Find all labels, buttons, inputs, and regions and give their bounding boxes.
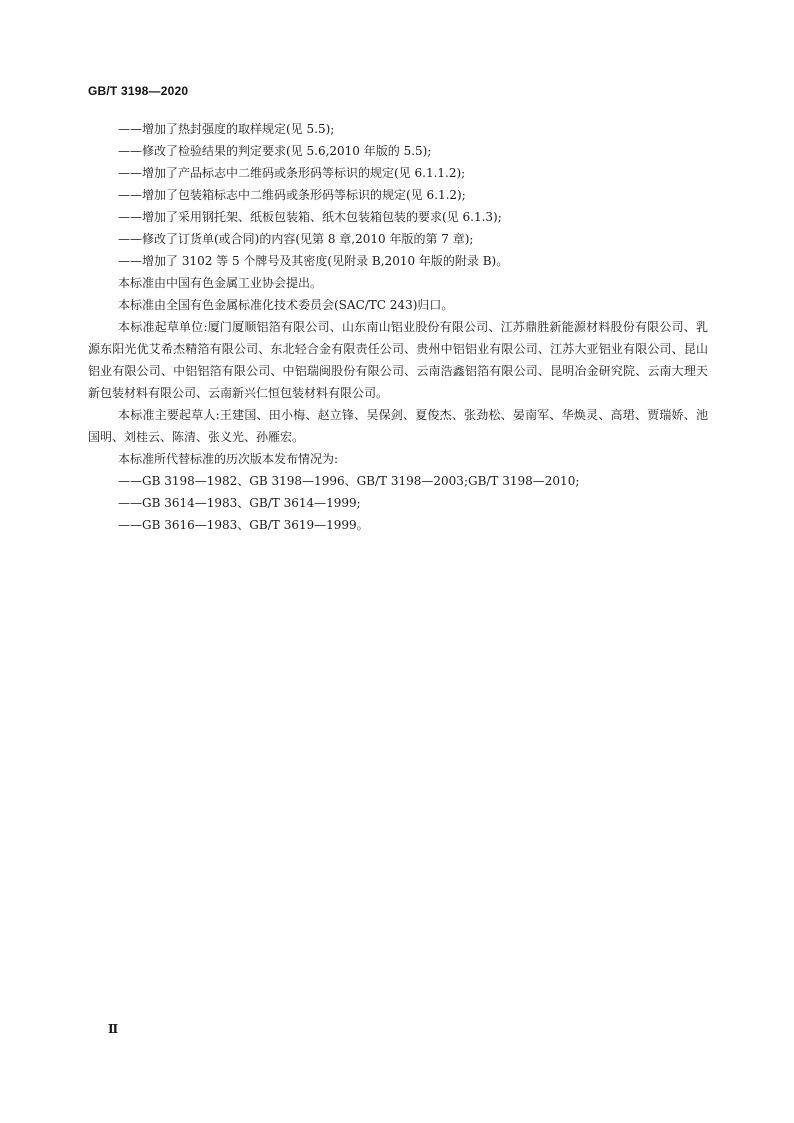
history-item: ——GB 3198—1982、GB 3198—1996、GB/T 3198—2003;GB/T 3198—2010; (118, 474, 580, 488)
document-body (88, 118, 708, 536)
standard-code-header: GB/T 3198—2020 (88, 84, 189, 98)
change-item: ——修改了订货单(或合同)的内容(见第 8 章,2010 年版的第 7 章); (118, 232, 474, 246)
page-number: Ⅱ (108, 1022, 119, 1036)
change-item: ——修改了检验结果的判定要求(见 5.6,2010 年版的 5.5); (118, 144, 432, 158)
history-item: ——GB 3614—1983、GB/T 3614—1999; (118, 496, 361, 510)
change-item: ——增加了热封强度的取样规定(见 5.5); (118, 122, 335, 136)
history-item: ——GB 3616—1983、GB/T 3619—1999。 (118, 518, 369, 532)
proposed-by-paragraph: 本标准由中国有色金属工业协会提出。 (118, 276, 323, 290)
drafting-units-paragraph: 本标准起草单位:厦门厦顺铝箔有限公司、山东南山铝业股份有限公司、江苏鼎胜新能源材料股份有限公司、乳源东阳光优艾希杰精箔有限公司、东北轻合金有限责任公司、贵州中铝铝业有限公司、江苏大亚铝业有限公司、昆山铝业有限公司、中铝铝箔有限公司、中铝瑞闽股份有限公司、云南浩鑫铝箔有限公司、昆明冶金研究院、云南大理天新包装材料有限公司、云南新兴仁恒包装材料有限公司。 (88, 320, 708, 400)
administered-by-paragraph: 本标准由全国有色金属标准化技术委员会(SAC/TC 243)归口。 (118, 298, 454, 312)
change-item: ——增加了 3102 等 5 个牌号及其密度(见附录 B,2010 年版的附录 B)。 (118, 254, 509, 268)
change-item: ——增加了产品标志中二维码或条形码等标识的规定(见 6.1.1.2); (118, 166, 466, 180)
history-intro-paragraph: 本标准所代替标准的历次版本发布情况为: (118, 452, 339, 466)
change-item: ——增加了采用钢托架、纸板包装箱、纸木包装箱包装的要求(见 6.1.3); (118, 210, 502, 224)
drafters-paragraph: 本标准主要起草人:王建国、田小梅、赵立锋、吴保剑、夏俊杰、张劲松、晏南军、华焕灵、高珺、贾瑞娇、池国明、刘桂云、陈清、张义光、孙雁宏。 (88, 408, 708, 444)
change-item: ——增加了包装箱标志中二维码或条形码等标识的规定(见 6.1.2); (118, 188, 466, 202)
